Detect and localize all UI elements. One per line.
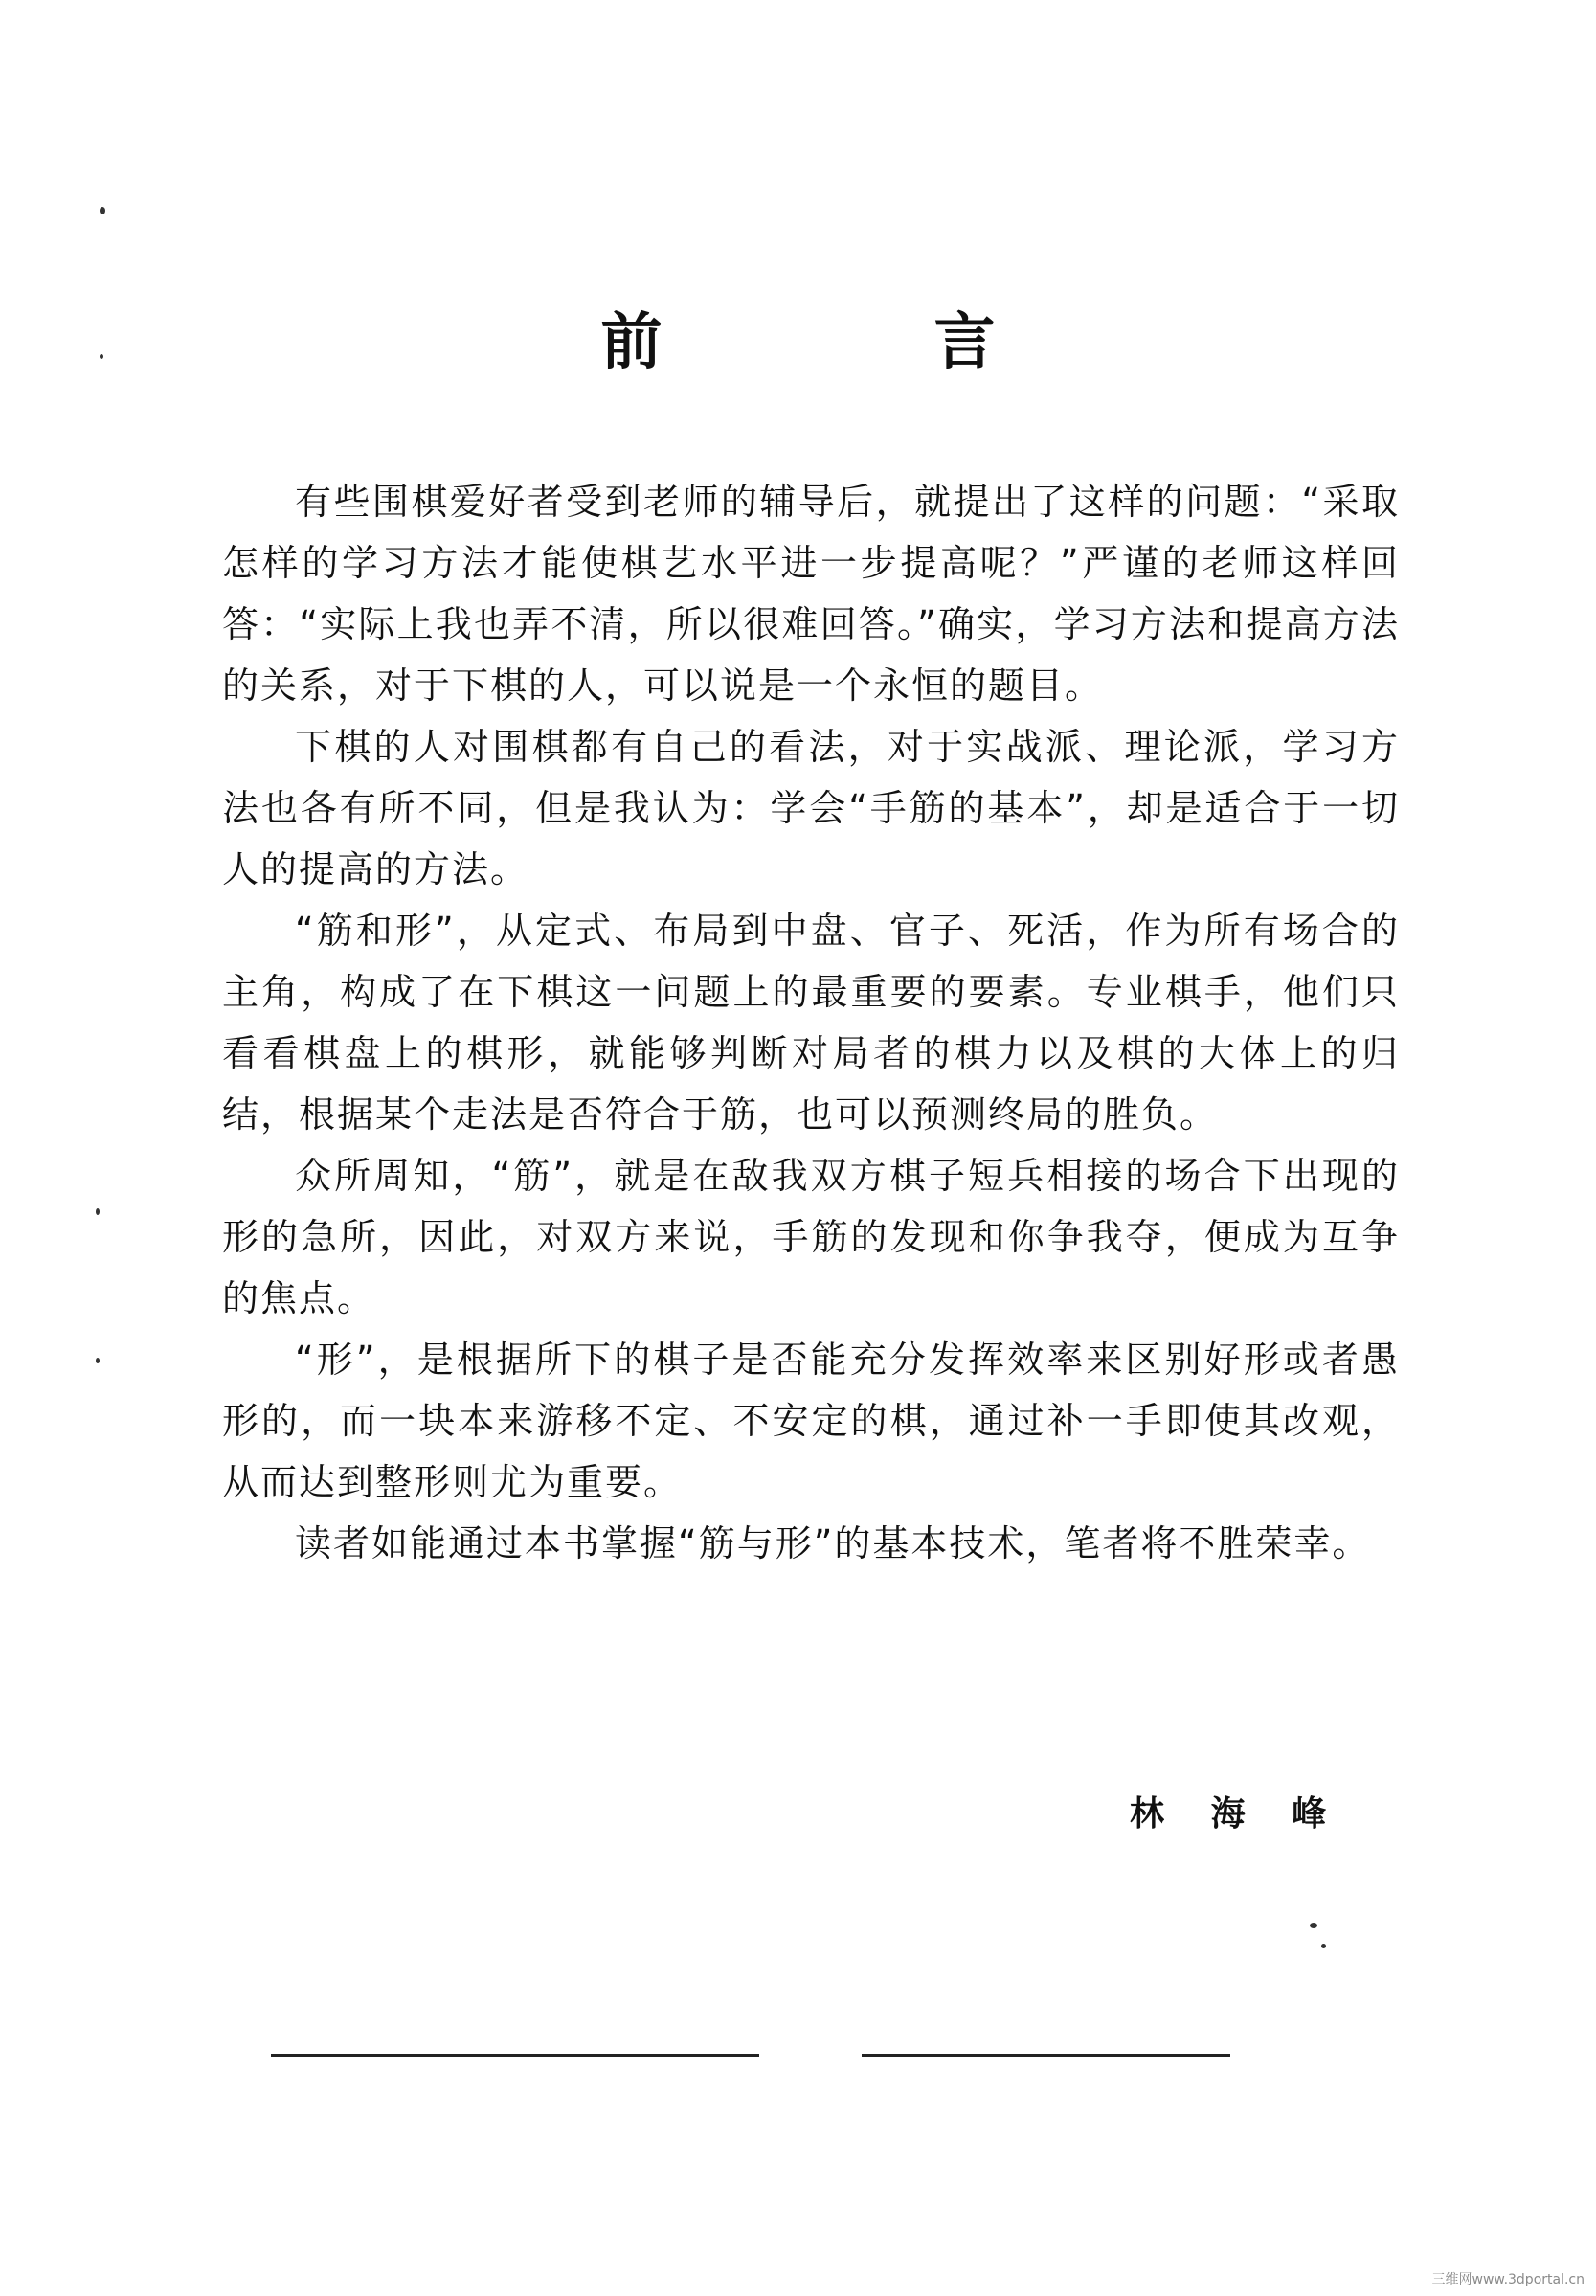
page-title: 前 言 bbox=[600, 306, 1101, 378]
paragraph: “形”，是根据所下的棋子是否能充分发挥效率来区别好形或者愚形的，而一块本来游移不定、不安定的棋，通过补一手即使其改观，从而达到整形则尤为重要。 bbox=[222, 1339, 1400, 1503]
paragraph: 众所周知，“筋”，就是在敌我双方棋子短兵相接的场合下出现的形的急所，因此，对双方来说，手筋的发现和你争我夺，便成为互争的焦点。 bbox=[222, 1155, 1400, 1319]
scan-speck bbox=[1310, 1923, 1317, 1928]
footer-line-right-visible bbox=[862, 2054, 1230, 2057]
author-signature: 林 海 峰 bbox=[1130, 1794, 1344, 1834]
paragraph: 有些围棋爱好者受到老师的辅导后，就提出了这样的问题：“采取怎样的学习方法才能使棋艺水平进一步提高呢？”严谨的老师这样回答：“实际上我也弄不清，所以很难回答。”确实，学习方法和提高方法的关系，对于下棋的人，可以说是一个永恒的题目。 bbox=[222, 481, 1400, 707]
paragraph: 读者如能通过本书掌握“筋与形”的基本技术，笔者将不胜荣幸。 bbox=[295, 1522, 1371, 1564]
paragraph: “筋和形”，从定式、布局到中盘、官子、死活，作为所有场合的主角，构成了在下棋这一问题上的最重要的要素。专业棋手，他们只看看棋盘上的棋形，就能够判断对局者的棋力以及棋的大体上的归结，根据某个走法是否符合于筋，也可以预测终局的胜负。 bbox=[222, 910, 1400, 1136]
scan-speck bbox=[96, 1358, 100, 1363]
preface-body bbox=[222, 471, 1400, 1574]
scan-speck bbox=[100, 207, 105, 214]
footer-line-left-visible bbox=[271, 2054, 759, 2057]
scan-speck bbox=[1321, 1944, 1326, 1948]
scan-speck bbox=[96, 1208, 100, 1215]
site-watermark: 三维网www.3dportal.cn bbox=[1431, 2272, 1585, 2287]
paragraph: 下棋的人对围棋都有自己的看法，对于实战派、理论派，学习方法也各有所不同，但是我认为：学会“手筋的基本”，却是适合于一切人的提高的方法。 bbox=[222, 726, 1400, 890]
